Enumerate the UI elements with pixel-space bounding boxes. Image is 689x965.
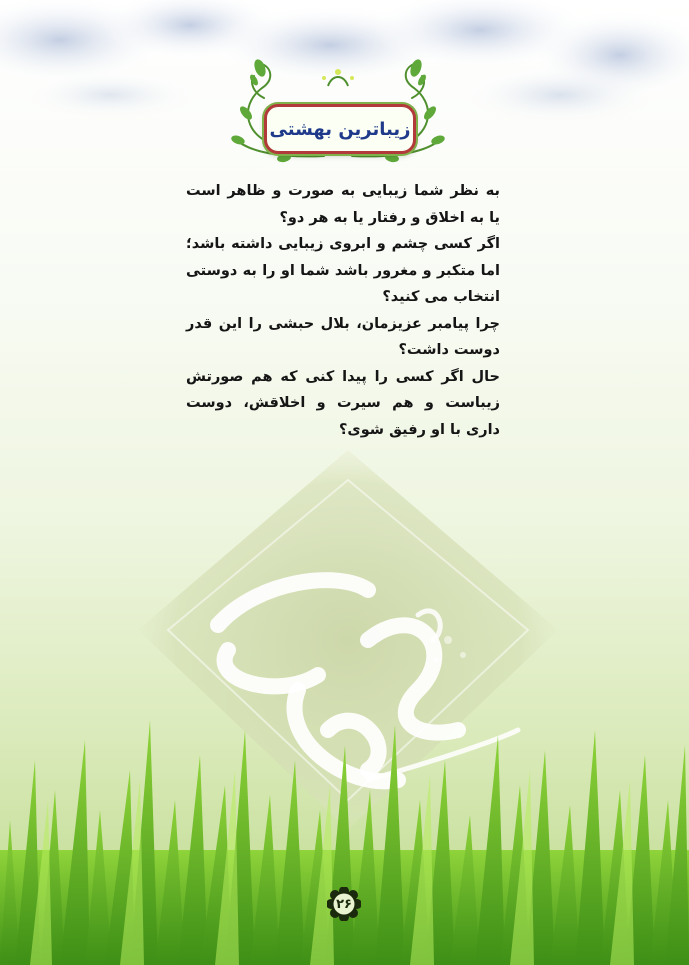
page-number-badge: [327, 887, 361, 921]
grass-footer: [0, 700, 689, 965]
paragraph-4: حال اگر کسی را پیدا کنی که هم صورتش زیباست و هم سیرت و اخلاقش، دوست داری با او رفیق شوی؟: [186, 368, 500, 438]
paragraph-1: به نظر شما زیبایی به صورت و ظاهر است یا به اخلاق و رفتار یا به هر دو؟: [186, 183, 500, 226]
paragraph-3: چرا پیامبر عزیزمان، بلال حبشی را این قدر دوست داشت؟: [186, 315, 500, 358]
page-title: زیباترین بهشتی: [269, 118, 411, 140]
title-box: [264, 104, 416, 154]
page-number: ۲۶: [336, 896, 352, 912]
body-text: [186, 178, 500, 443]
paragraph-2: اگر کسی چشم و ابروی زیبایی داشته باشد؛ اما متکبر و مغرور باشد شما او را به دوستی انتخاب می کنید؟: [186, 236, 500, 305]
